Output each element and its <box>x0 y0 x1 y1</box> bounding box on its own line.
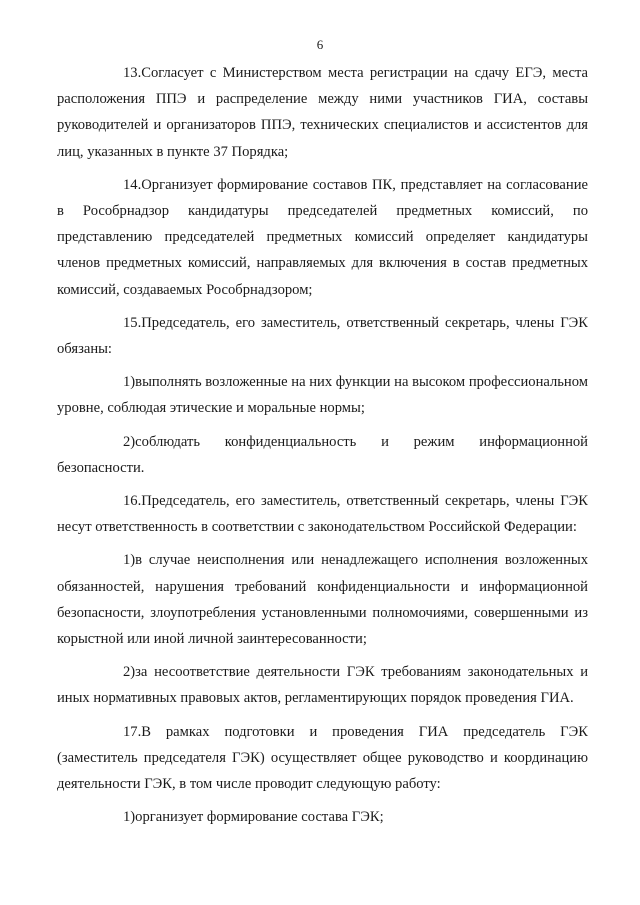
list-item-text: за несоответствие деятельности ГЭК требованиям законодательных и иных нормативных правовых актов, регламентирующих порядок проведения ГИА. <box>57 664 588 707</box>
paragraph-number: 13. <box>123 65 142 81</box>
list-item-number: 2) <box>123 664 136 681</box>
paragraph-14 <box>57 172 588 303</box>
paragraph-number: 17. <box>123 723 142 740</box>
page-number: 6 <box>316 37 324 52</box>
list-item-15-2 <box>57 429 588 481</box>
list-item-text: организует формирование состава ГЭК; <box>135 809 384 826</box>
paragraph-17 <box>57 719 588 798</box>
paragraph-number: 15. <box>123 314 142 331</box>
paragraph-text: Председатель, его заместитель, ответственный секретарь, члены ГЭК несут ответственность в соответствии с законодательством Российской Федерации: <box>57 493 588 536</box>
list-item-number: 1) <box>123 809 136 826</box>
paragraph-15 <box>57 310 588 362</box>
paragraph-16 <box>57 488 588 540</box>
list-item-number: 2) <box>123 433 136 450</box>
list-item-text: соблюдать конфиденциальность и режим информационной безопасности. <box>57 433 588 476</box>
list-item-number: 1) <box>123 374 136 391</box>
document-body <box>57 60 588 837</box>
paragraph-number: 16. <box>123 493 142 510</box>
paragraph-text: Председатель, его заместитель, ответственный секретарь, члены ГЭК обязаны: <box>57 314 588 358</box>
list-item-16-1 <box>57 547 588 652</box>
paragraph-text: Организует формирование составов ПК, представляет на согласование в Рособрнадзор кандидатуры председателей предметных комиссий, по представлению председателей предметных комиссий определяет кандидатуры членов предметных комиссий, направляемых для включения в состав предметных комиссий, создаваемых Рособрнадзором; <box>57 176 588 298</box>
list-item-text: в случае неисполнения или ненадлежащего исполнения возложенных обязанностей, нарушения требований конфиденциальности и информационной безопасности, злоупотребления установленными полномочиями, совершенными из корыстной или иной личной заинтересованности; <box>57 552 588 648</box>
list-item-text: выполнять возложенные на них функции на высоком профессиональном уровне, соблюдая этические и моральные нормы; <box>57 374 588 417</box>
list-item-15-1 <box>57 369 588 421</box>
list-item-17-1 <box>57 804 588 830</box>
list-item-16-2 <box>57 659 588 711</box>
paragraph-number: 14. <box>123 176 142 193</box>
paragraph-text: В рамках подготовки и проведения ГИА председатель ГЭК (заместитель председателя ГЭК) осуществляет общее руководство и координацию деятельности ГЭК, в том числе проводит следующую работу: <box>57 723 588 793</box>
paragraph-13 <box>57 60 588 165</box>
paragraph-text: Согласует с Министерством места регистрации на сдачу ЕГЭ, места расположения ППЭ и распределение между ними участников ГИА, составы руководителей и организаторов ППЭ, технических специалистов и ассистентов для лиц, указанных в пункте 37 Порядка; <box>57 65 588 160</box>
list-item-number: 1) <box>123 552 136 569</box>
